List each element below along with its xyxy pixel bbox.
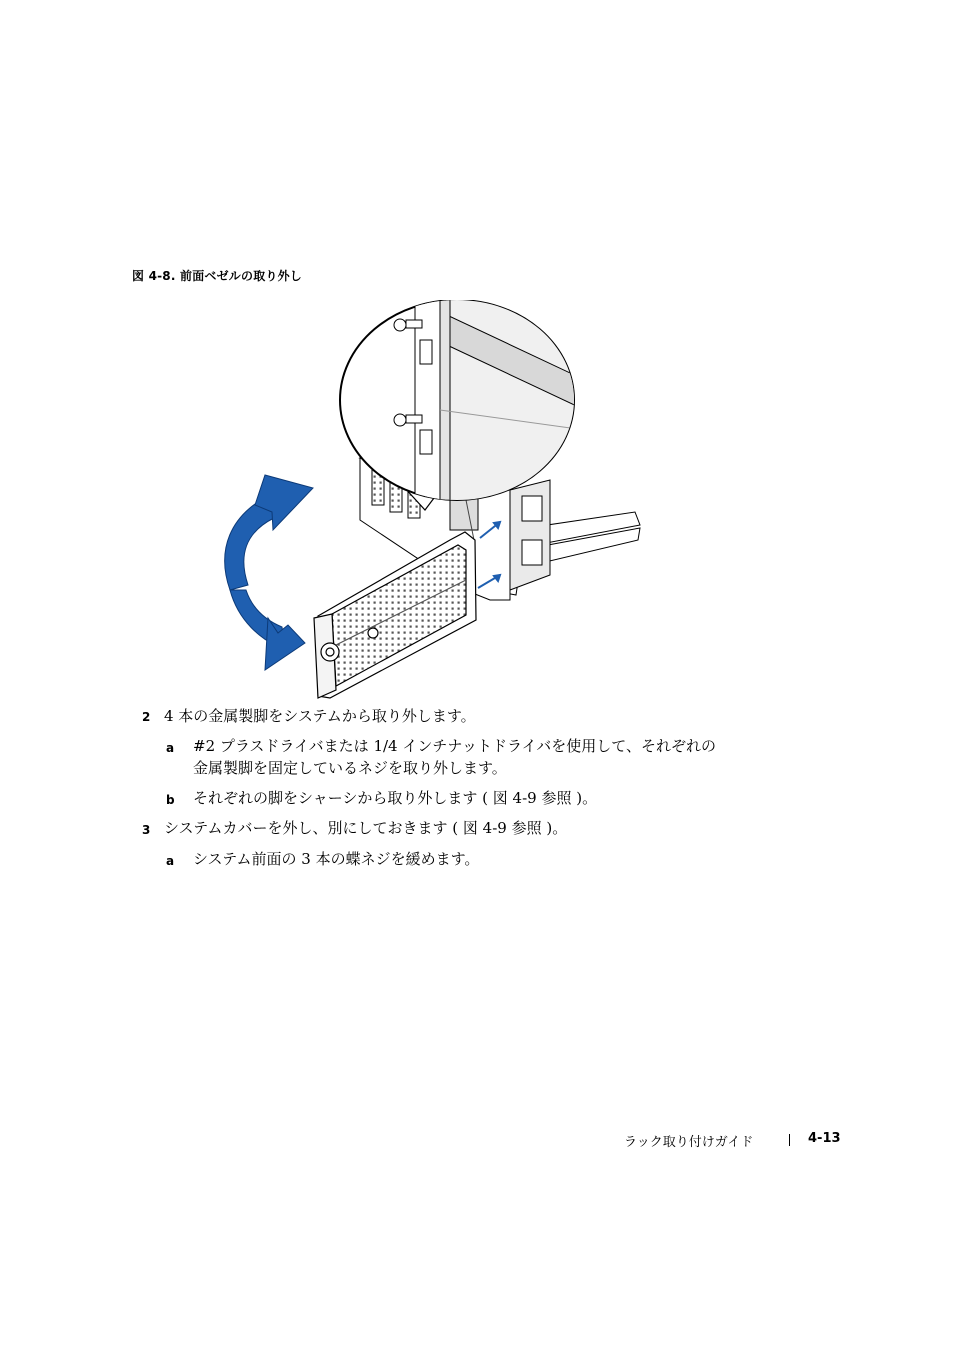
substep-3a-number: a xyxy=(166,854,175,868)
substep-a-number: a xyxy=(166,741,175,755)
step-2-text: 4 本の金属製脚をシステムから取り外します。 xyxy=(164,707,476,725)
step-2-number: 2 xyxy=(142,710,151,724)
page-number: 4-13 xyxy=(808,1131,841,1146)
bezel-removal-figure xyxy=(210,300,650,705)
substep-a-text-line1: #2 プラスドライバまたは 1/4 インチナットドライバを使用して、それぞれの xyxy=(193,737,717,755)
bezel-illustration xyxy=(210,300,650,705)
step-3-number: 3 xyxy=(142,823,151,837)
step-3-text: システムカバーを外し、別にしておきます ( 図 4-9 参照 )。 xyxy=(164,819,568,837)
substep-b-text: それぞれの脚をシャーシから取り外します ( 図 4-9 参照 )。 xyxy=(193,789,598,807)
substep-a-text-line2: 金属製脚を固定しているネジを取り外します。 xyxy=(193,759,507,777)
footer-guide-title: ラック取り付けガイド xyxy=(624,1135,754,1150)
substep-3a-text: システム前面の 3 本の蝶ネジを緩めます。 xyxy=(193,850,480,868)
figure-caption: 図 4-8. 前面ベゼルの取り外し xyxy=(132,269,302,283)
footer-separator xyxy=(789,1134,790,1146)
front-bezel xyxy=(314,532,476,698)
swing-arrow-icon xyxy=(225,475,313,670)
substep-b-number: b xyxy=(166,793,175,807)
